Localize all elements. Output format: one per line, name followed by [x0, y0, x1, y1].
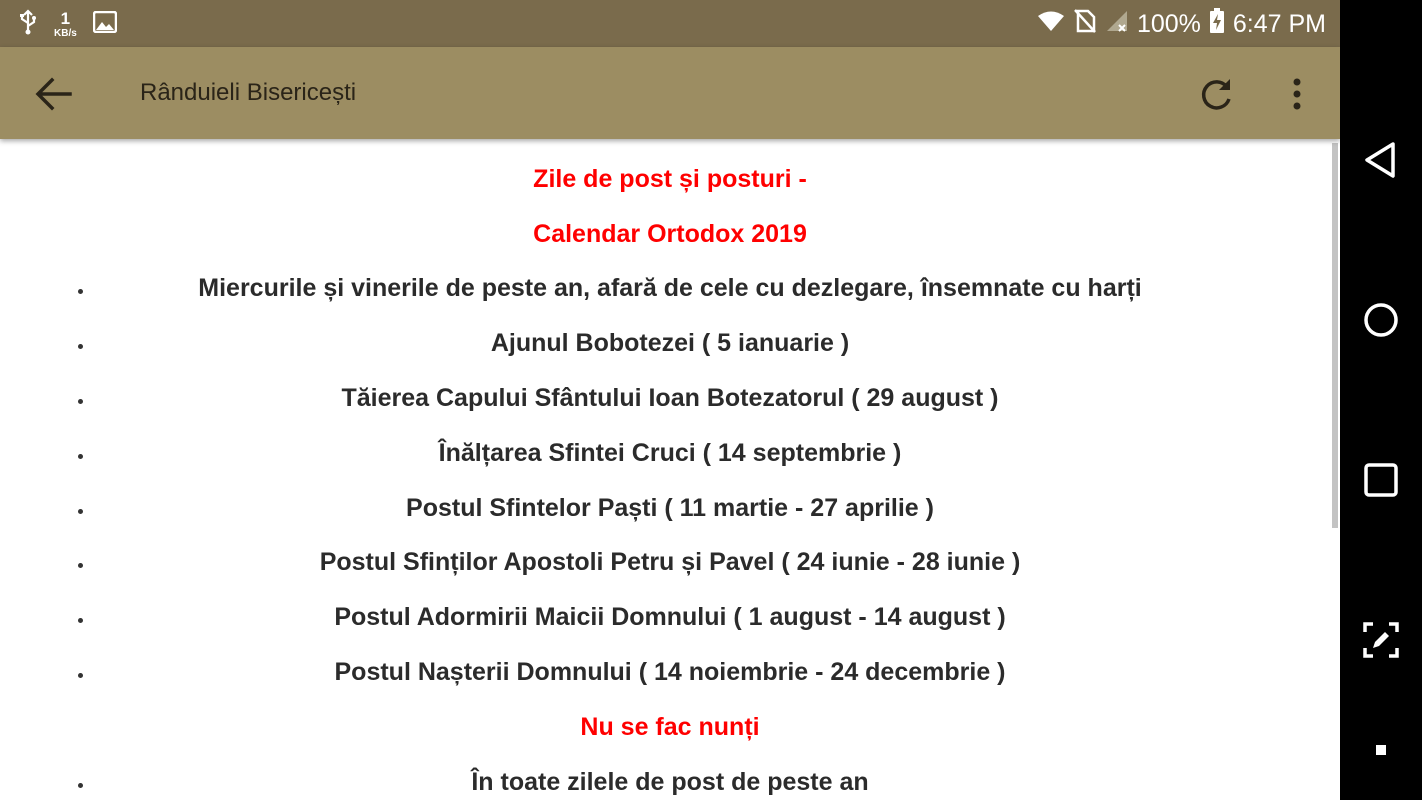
list-item: Postul Nașterii Domnului ( 14 noiembrie - 24 decembrie ) [334, 658, 1006, 686]
nav-recents-button[interactable] [1357, 456, 1405, 504]
refresh-button[interactable] [1194, 73, 1238, 117]
scrollbar[interactable] [1332, 143, 1338, 528]
signal-icon [1105, 9, 1129, 40]
usb-icon [18, 9, 38, 40]
nav-edit-button[interactable] [1357, 616, 1405, 664]
home-circle-icon [1357, 331, 1405, 348]
clock: 6:47 PM [1232, 9, 1326, 38]
stop-square-icon [1357, 761, 1405, 778]
more-vert-icon [1282, 104, 1312, 121]
nav-stop-button[interactable] [1357, 726, 1405, 774]
battery-charging-icon [1209, 8, 1225, 41]
list-item: Postul Sfintelor Paști ( 11 martie - 27 aprilie ) [406, 494, 934, 522]
refresh-icon [1194, 104, 1238, 121]
list-item: Înălțarea Sfintei Cruci ( 14 septembrie ) [438, 439, 902, 467]
list-item: În toate zilele de post de peste an [471, 768, 869, 796]
list-item: Postul Adormirii Maicii Domnului ( 1 august - 14 august ) [334, 603, 1006, 631]
no-sim-icon [1073, 8, 1097, 41]
nav-home-button[interactable] [1357, 296, 1405, 344]
recents-square-icon [1357, 491, 1405, 508]
heading-title: Zile de post și posturi - [533, 165, 807, 193]
network-speed-unit: KB/s [54, 27, 77, 39]
page-title: Rânduieli Bisericești [140, 79, 357, 106]
arrow-back-icon [32, 101, 76, 118]
nav-back-button[interactable] [1357, 136, 1405, 184]
heading-calendar: Calendar Ortodox 2019 [533, 220, 807, 248]
content-area [0, 139, 1340, 800]
status-right [1037, 8, 1326, 40]
list-item: Ajunul Bobotezei ( 5 ianuarie ) [490, 329, 850, 357]
list-item: Tăierea Capului Sfântului Ioan Botezatorul ( 29 august ) [341, 384, 999, 412]
status-bar [0, 0, 1340, 47]
battery-percent: 100% [1136, 9, 1201, 38]
network-speed [54, 10, 77, 39]
list-item: Postul Sfinților Apostoli Petru și Pavel ( 24 iunie - 28 iunie ) [319, 548, 1021, 576]
overflow-menu-button[interactable] [1282, 73, 1312, 117]
wifi-icon [1037, 10, 1065, 39]
back-triangle-icon [1357, 171, 1405, 188]
status-left [18, 8, 117, 40]
app-bar [0, 47, 1340, 139]
image-icon [93, 11, 117, 38]
back-button[interactable] [32, 74, 76, 114]
network-speed-value: 1 [60, 8, 71, 28]
weddings-heading: Nu se fac nunți [580, 713, 760, 741]
navigation-bar [1340, 0, 1422, 800]
edit-screenshot-icon [1357, 651, 1405, 668]
list-item: Miercurile și vinerile de peste an, afară de cele cu dezlegare, însemnate cu harți [198, 274, 1142, 302]
